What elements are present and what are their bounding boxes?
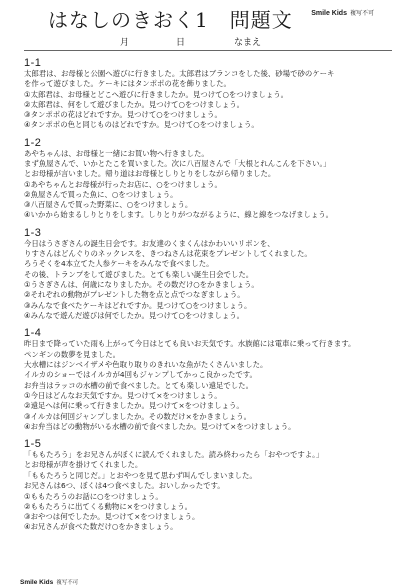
no-copy-notice: 複写不可 (349, 10, 374, 17)
question-item: ②遠足へは何に乗って行きましたか。見つけて×をつけましょう。 (24, 401, 244, 411)
question-item: ②太郎君は、何をして遊びましたか。見つけて○をつけましょう。 (24, 100, 245, 110)
section-1-2 (24, 137, 392, 221)
section-label: 1-4 (24, 327, 42, 340)
story-line: 大水槽にはジンベイザメや色取り取りのきれいな魚がたくさんいました。 (24, 359, 268, 369)
section-1-1 (24, 57, 392, 131)
story-line: まず魚屋さんで、いかとたこを買いました。次に八百屋さんで「大根とれんこんを下さい。」 (24, 159, 331, 169)
story-line: 「ももたろうと同じだ。」とおやつを見て思わず叫んでしまいました。 (24, 470, 257, 480)
story-line: お弁当はラッコの水槽の前で食べました。とても楽しい遠足でした。 (24, 380, 253, 390)
question-item: ①うさぎさんは、何歳になりましたか。その数だけ○をかきましょう。 (24, 280, 259, 290)
brand-mark (311, 8, 374, 17)
question-item: ②魚屋さんで買った魚に、○をつけましょう。 (24, 190, 178, 200)
page-title: はなしのきおく1 問題文 (48, 8, 293, 32)
question-item: ①ももたろうのお話に○をつけましょう。 (24, 491, 163, 501)
story-line: ペンギンの数夢を見ました。 (24, 349, 121, 359)
question-item: ③八百屋さんで買った野菜に、○をつけましょう。 (24, 200, 193, 210)
story-line: イルカのショーではイルカが4回もジャンプしてかっこ良かったです。 (24, 370, 257, 380)
section-label: 1-5 (24, 437, 42, 450)
question-item: ④タンポポの色と同じものはどれですか。見つけて○をつけましょう。 (24, 120, 259, 130)
question-item: ④みんなで遊んだ遊びは何でしたか。見つけて○をつけましょう。 (24, 310, 245, 320)
question-item: ④お兄さんが食べた数だけ○をかきましょう。 (24, 522, 178, 532)
story-line: 今日はうさぎさんの誕生日会です。お友達のくまくんはかわいいリボンを、 (24, 238, 275, 248)
footer-no-copy: 複写不可 (56, 580, 79, 586)
section-1-3 (24, 227, 392, 321)
header-divider (24, 50, 392, 51)
question-item: ①太郎君は、お母様とどこへ遊びに行きましたか。見つけて○をつけましょう。 (24, 89, 289, 99)
story-line: 太郎君は、お母様と公園へ遊びに行きました。太郎君はブランコをした後、砂場で砂のケーキ (24, 69, 335, 78)
section-label: 1-2 (24, 136, 42, 149)
question-item: ①今日はどんなお天気ですか。見つけて×をつけましょう。 (24, 391, 222, 401)
story-line: その後、トランプをして遊びました。とても楽しい誕生日会でした。 (24, 269, 254, 279)
question-item: ④いかから始まるしりとりをします。しりとりがつながるように、線と線をつなげましょう。 (24, 210, 334, 220)
brand-name: Smile Kids (311, 10, 347, 17)
section-label: 1-1 (24, 57, 42, 69)
story-line: 昨日まで降っていた雨も上がって今日はとても良いお天気です。水族館には電車に乗って行きます。 (24, 339, 356, 349)
story-line: を作って遊びました。ケーキにはタンポポの花を飾りました。 (24, 79, 231, 89)
name-label: なまえ (234, 38, 262, 48)
question-item: ③みんなで食べたケーキはどれですか。見つけて○をつけましょう。 (24, 300, 252, 310)
question-item: ①あやちゃんとお母様が行ったお店に、○をつけましょう。 (24, 179, 222, 189)
header (24, 0, 392, 32)
story-line: とお母様が声を掛けてくれました。 (24, 460, 143, 470)
month-label: 月 (120, 38, 130, 48)
story-line: りすさんはどんぐりのネックレスを、きつねさんは花束をプレゼントしてくれました。 (24, 249, 312, 259)
date-name-row (24, 32, 392, 50)
story-line: あやちゃんは、お母様と一緒にお買い物へ行きました。 (24, 148, 209, 158)
section-label: 1-3 (24, 226, 42, 239)
question-item: ②ももたろうに出てくる動物に×をつけましょう。 (24, 501, 193, 511)
footer-brand-name: Smile Kids (20, 579, 54, 586)
footer-brand (20, 578, 78, 586)
story-line: 「ももたろう」をお兄さんがぼくに読んでくれました。読み終わったら「おやつですよ。」 (24, 449, 324, 459)
section-1-4 (24, 327, 392, 432)
story-line: お兄さんは6つ、ぼくは4つ食べました。おいしかったです。 (24, 481, 225, 491)
question-item: ②それぞれの動物がプレゼントした物を点と点でつなぎましょう。 (24, 290, 245, 300)
story-line: とお母様が言いました。帰り道はお母様としりとりをしながら帰りました。 (24, 169, 276, 179)
question-item: ④お弁当はどの動物がいる水槽の前で食べましたか。見つけて×をつけましょう。 (24, 421, 296, 431)
question-item: ③タンポポの花はどれですか。見つけて○をつけましょう。 (24, 110, 222, 120)
question-item: ③イルカは何回ジャンプしましたか。その数だけ×をかきましょう。 (24, 411, 252, 421)
day-label: 日 (176, 38, 186, 48)
story-line: ろうそくを4本立てた人参ケーキをみんなで食べました。 (24, 259, 214, 269)
question-item: ③おやつは何でしたか。見つけて×をつけましょう。 (24, 511, 200, 521)
section-1-5 (24, 438, 392, 532)
